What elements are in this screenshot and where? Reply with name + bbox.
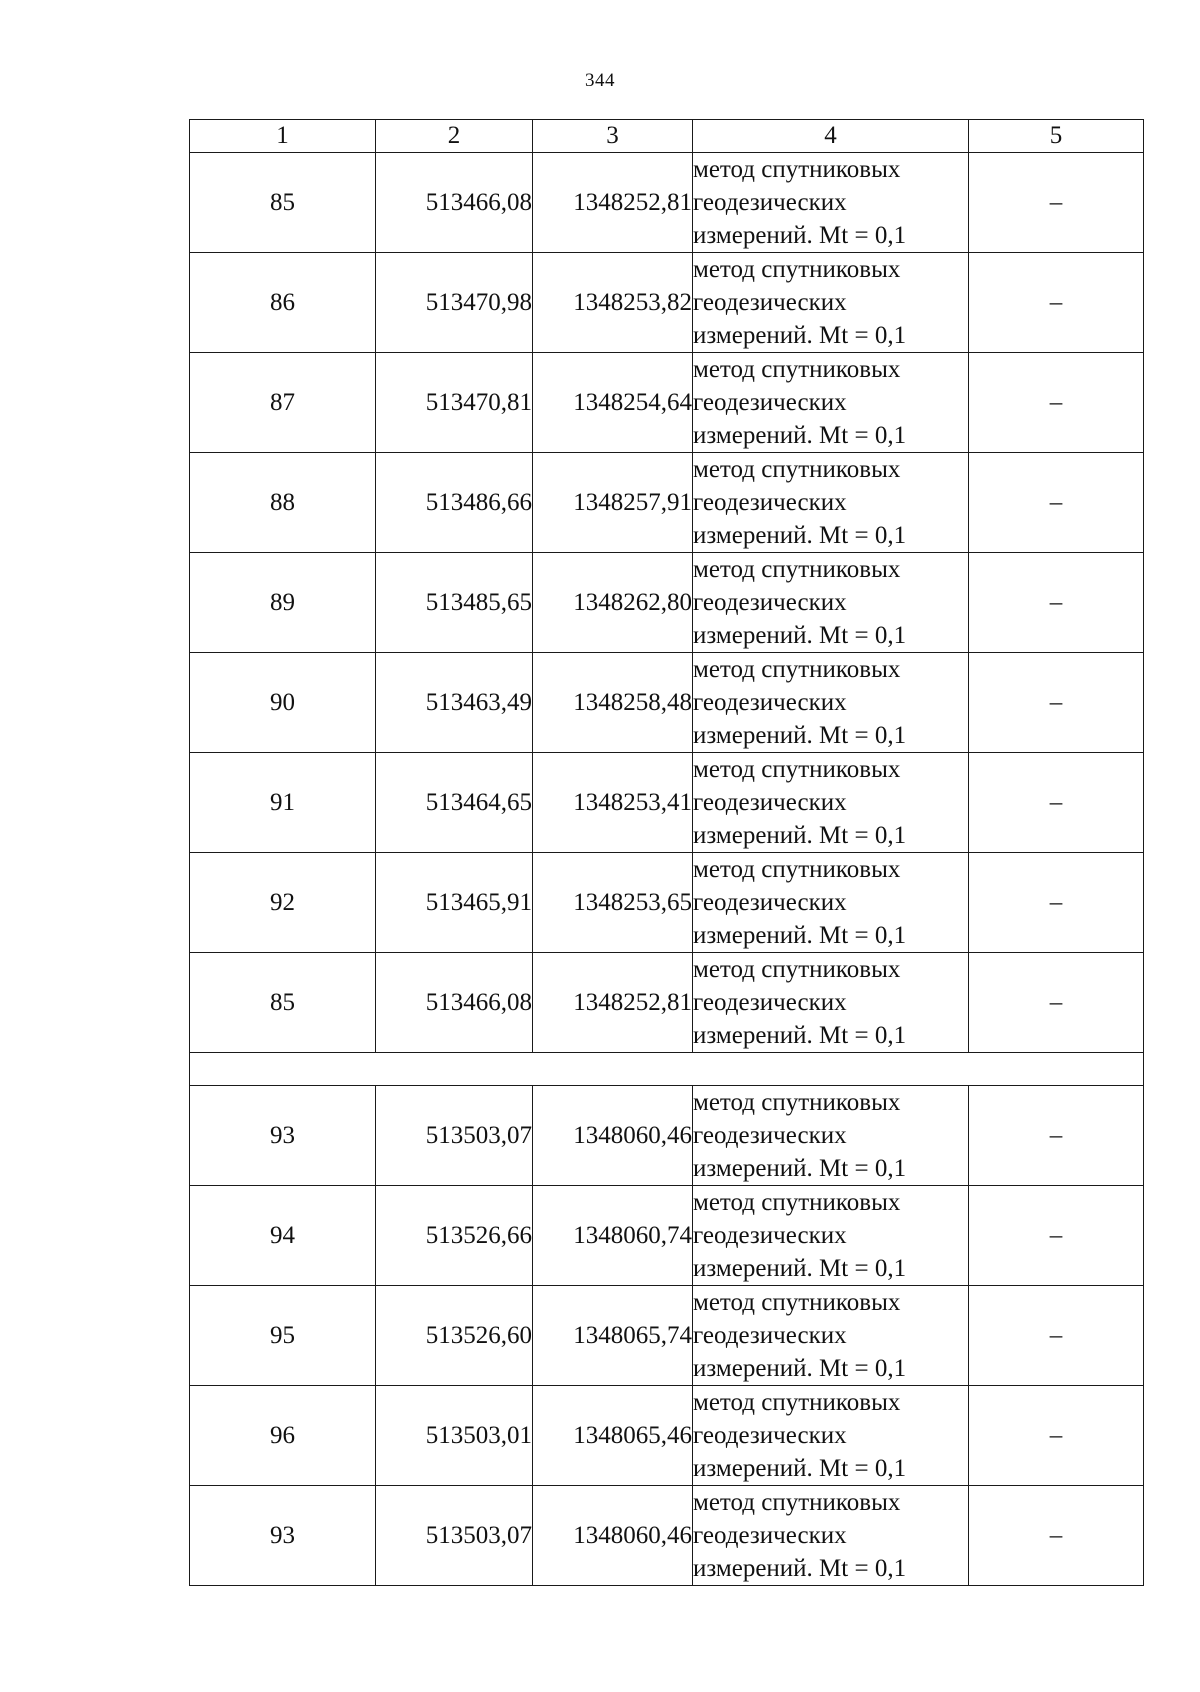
note-cell: – bbox=[969, 1486, 1144, 1586]
method-cell bbox=[693, 1386, 969, 1486]
table-row bbox=[190, 853, 1144, 953]
y-coordinate-cell: 1348253,65 bbox=[533, 853, 693, 953]
method-line: измерений. Mt = 0,1 bbox=[693, 1022, 907, 1049]
x-coordinate-cell: 513526,66 bbox=[376, 1186, 533, 1286]
y-coordinate-cell: 1348065,46 bbox=[533, 1386, 693, 1486]
note-cell: – bbox=[969, 953, 1144, 1053]
point-number-cell: 94 bbox=[190, 1186, 376, 1286]
method-cell bbox=[693, 353, 969, 453]
y-coordinate-cell: 1348253,41 bbox=[533, 753, 693, 853]
method-line: геодезических bbox=[693, 1322, 847, 1349]
x-coordinate-cell: 513466,08 bbox=[376, 153, 533, 253]
method-line: геодезических bbox=[693, 1122, 847, 1149]
method-line: измерений. Mt = 0,1 bbox=[693, 922, 907, 949]
method-line: метод спутниковых bbox=[693, 956, 901, 983]
method-line: геодезических bbox=[693, 789, 847, 816]
method-line: измерений. Mt = 0,1 bbox=[693, 222, 907, 249]
method-cell bbox=[693, 853, 969, 953]
method-cell bbox=[693, 253, 969, 353]
method-line: геодезических bbox=[693, 589, 847, 616]
method-line: метод спутниковых bbox=[693, 756, 901, 783]
y-coordinate-cell: 1348254,64 bbox=[533, 353, 693, 453]
method-line: измерений. Mt = 0,1 bbox=[693, 422, 907, 449]
x-coordinate-cell: 513503,01 bbox=[376, 1386, 533, 1486]
method-line: геодезических bbox=[693, 1422, 847, 1449]
point-number-cell: 96 bbox=[190, 1386, 376, 1486]
y-coordinate-cell: 1348258,48 bbox=[533, 653, 693, 753]
method-line: геодезических bbox=[693, 389, 847, 416]
method-line: измерений. Mt = 0,1 bbox=[693, 1455, 907, 1482]
x-coordinate-cell: 513503,07 bbox=[376, 1486, 533, 1586]
method-cell bbox=[693, 953, 969, 1053]
point-number-cell: 87 bbox=[190, 353, 376, 453]
table-body bbox=[190, 120, 1144, 1586]
method-line: измерений. Mt = 0,1 bbox=[693, 722, 907, 749]
table-row bbox=[190, 453, 1144, 553]
note-cell: – bbox=[969, 1186, 1144, 1286]
point-number-cell: 85 bbox=[190, 153, 376, 253]
table-row bbox=[190, 153, 1144, 253]
point-number-cell: 93 bbox=[190, 1486, 376, 1586]
method-line: метод спутниковых bbox=[693, 556, 901, 583]
point-number-cell: 93 bbox=[190, 1086, 376, 1186]
method-cell bbox=[693, 1486, 969, 1586]
method-cell bbox=[693, 653, 969, 753]
y-coordinate-cell: 1348060,74 bbox=[533, 1186, 693, 1286]
y-coordinate-cell: 1348257,91 bbox=[533, 453, 693, 553]
note-cell: – bbox=[969, 753, 1144, 853]
group-separator-row bbox=[190, 1053, 1144, 1086]
note-cell: – bbox=[969, 853, 1144, 953]
table-row bbox=[190, 1186, 1144, 1286]
table-row bbox=[190, 1386, 1144, 1486]
point-number-cell: 90 bbox=[190, 653, 376, 753]
point-number-cell: 95 bbox=[190, 1286, 376, 1386]
table-row bbox=[190, 653, 1144, 753]
note-cell: – bbox=[969, 1386, 1144, 1486]
method-line: метод спутниковых bbox=[693, 856, 901, 883]
x-coordinate-cell: 513466,08 bbox=[376, 953, 533, 1053]
method-cell bbox=[693, 1286, 969, 1386]
table-header-row bbox=[190, 120, 1144, 153]
method-line: метод спутниковых bbox=[693, 1189, 901, 1216]
method-cell bbox=[693, 1086, 969, 1186]
coordinates-table bbox=[189, 119, 1144, 1586]
point-number-cell: 85 bbox=[190, 953, 376, 1053]
method-cell bbox=[693, 453, 969, 553]
note-cell: – bbox=[969, 1086, 1144, 1186]
method-line: геодезических bbox=[693, 189, 847, 216]
method-line: измерений. Mt = 0,1 bbox=[693, 1555, 907, 1582]
method-line: геодезических bbox=[693, 289, 847, 316]
table-row bbox=[190, 553, 1144, 653]
method-line: измерений. Mt = 0,1 bbox=[693, 322, 907, 349]
method-line: метод спутниковых bbox=[693, 1389, 901, 1416]
method-cell bbox=[693, 153, 969, 253]
table-row bbox=[190, 1486, 1144, 1586]
point-number-cell: 88 bbox=[190, 453, 376, 553]
table-row bbox=[190, 1086, 1144, 1186]
method-line: метод спутниковых bbox=[693, 1289, 901, 1316]
method-line: метод спутниковых bbox=[693, 156, 901, 183]
note-cell: – bbox=[969, 353, 1144, 453]
method-cell bbox=[693, 553, 969, 653]
header-cell-1: 1 bbox=[190, 120, 376, 153]
note-cell: – bbox=[969, 653, 1144, 753]
table-row bbox=[190, 1286, 1144, 1386]
x-coordinate-cell: 513470,81 bbox=[376, 353, 533, 453]
method-line: метод спутниковых bbox=[693, 356, 901, 383]
method-line: метод спутниковых bbox=[693, 656, 901, 683]
method-line: геодезических bbox=[693, 889, 847, 916]
method-line: геодезических bbox=[693, 1522, 847, 1549]
note-cell: – bbox=[969, 253, 1144, 353]
y-coordinate-cell: 1348065,74 bbox=[533, 1286, 693, 1386]
table-row bbox=[190, 753, 1144, 853]
point-number-cell: 92 bbox=[190, 853, 376, 953]
x-coordinate-cell: 513464,65 bbox=[376, 753, 533, 853]
x-coordinate-cell: 513485,65 bbox=[376, 553, 533, 653]
header-cell-4: 4 bbox=[693, 120, 969, 153]
method-line: метод спутниковых bbox=[693, 256, 901, 283]
note-cell: – bbox=[969, 1286, 1144, 1386]
method-line: измерений. Mt = 0,1 bbox=[693, 522, 907, 549]
header-cell-2: 2 bbox=[376, 120, 533, 153]
method-line: измерений. Mt = 0,1 bbox=[693, 822, 907, 849]
y-coordinate-cell: 1348060,46 bbox=[533, 1086, 693, 1186]
method-line: измерений. Mt = 0,1 bbox=[693, 1155, 907, 1182]
note-cell: – bbox=[969, 453, 1144, 553]
method-line: метод спутниковых bbox=[693, 1089, 901, 1116]
note-cell: – bbox=[969, 553, 1144, 653]
x-coordinate-cell: 513503,07 bbox=[376, 1086, 533, 1186]
method-line: метод спутниковых bbox=[693, 456, 901, 483]
y-coordinate-cell: 1348262,80 bbox=[533, 553, 693, 653]
method-line: измерений. Mt = 0,1 bbox=[693, 622, 907, 649]
header-cell-3: 3 bbox=[533, 120, 693, 153]
method-cell bbox=[693, 753, 969, 853]
table-row bbox=[190, 353, 1144, 453]
table-row bbox=[190, 253, 1144, 353]
method-line: геодезических bbox=[693, 489, 847, 516]
method-line: геодезических bbox=[693, 989, 847, 1016]
x-coordinate-cell: 513526,60 bbox=[376, 1286, 533, 1386]
table-row bbox=[190, 953, 1144, 1053]
method-cell bbox=[693, 1186, 969, 1286]
note-cell: – bbox=[969, 153, 1144, 253]
point-number-cell: 89 bbox=[190, 553, 376, 653]
point-number-cell: 86 bbox=[190, 253, 376, 353]
x-coordinate-cell: 513486,66 bbox=[376, 453, 533, 553]
y-coordinate-cell: 1348060,46 bbox=[533, 1486, 693, 1586]
page-number: 344 bbox=[585, 70, 615, 91]
method-line: метод спутниковых bbox=[693, 1489, 901, 1516]
method-line: измерений. Mt = 0,1 bbox=[693, 1355, 907, 1382]
method-line: геодезических bbox=[693, 689, 847, 716]
y-coordinate-cell: 1348252,81 bbox=[533, 953, 693, 1053]
x-coordinate-cell: 513470,98 bbox=[376, 253, 533, 353]
x-coordinate-cell: 513463,49 bbox=[376, 653, 533, 753]
y-coordinate-cell: 1348252,81 bbox=[533, 153, 693, 253]
group-separator-cell bbox=[190, 1053, 1144, 1086]
point-number-cell: 91 bbox=[190, 753, 376, 853]
x-coordinate-cell: 513465,91 bbox=[376, 853, 533, 953]
y-coordinate-cell: 1348253,82 bbox=[533, 253, 693, 353]
method-line: геодезических bbox=[693, 1222, 847, 1249]
method-line: измерений. Mt = 0,1 bbox=[693, 1255, 907, 1282]
header-cell-5: 5 bbox=[969, 120, 1144, 153]
